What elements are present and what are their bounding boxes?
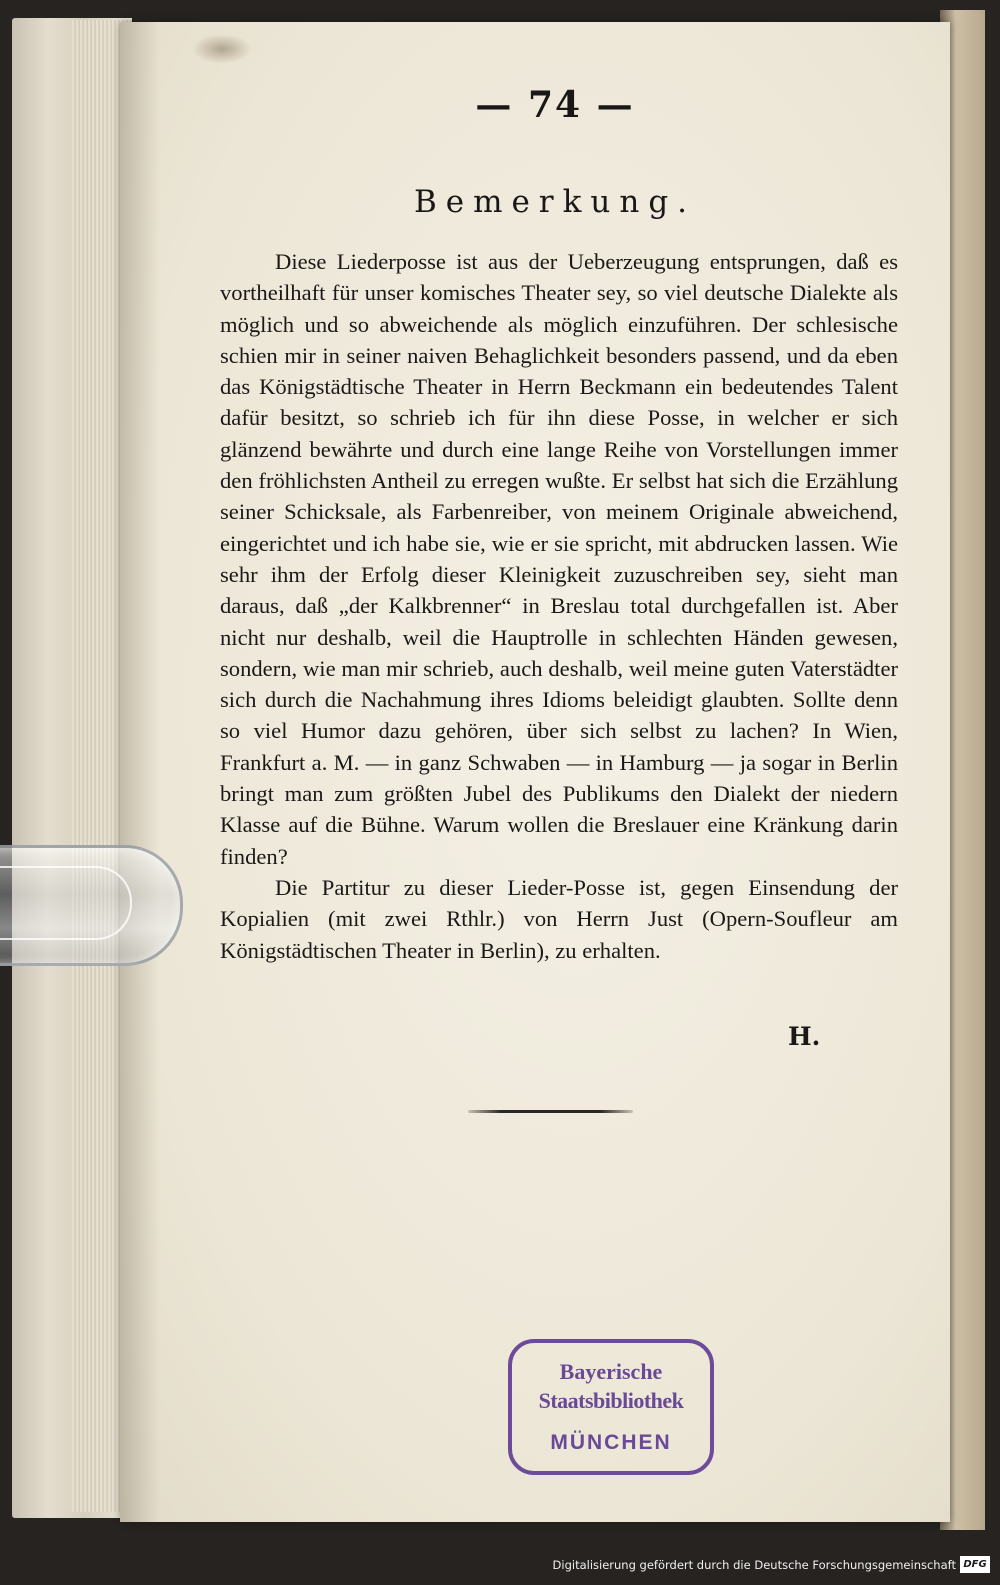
library-stamp (508, 1339, 714, 1475)
page-clip (0, 845, 183, 966)
paragraph: Die Partitur zu dieser Lieder-Posse ist, gegen Einsendung der Kopialien (mit zwei Rthlr.) von Herrn Just (Opern-Soufleur am Königstädtischen Theater in Berlin), zu erhalten. (220, 874, 898, 963)
ink-blot (192, 34, 252, 64)
end-rule (468, 1110, 633, 1113)
stamp-line: MÜNCHEN (550, 1431, 672, 1454)
body-text (220, 246, 898, 966)
stamp-line: Staatsbibliothek (538, 1388, 684, 1413)
paragraph: Diese Liederposse ist aus der Ueberzeugung entsprungen, daß es vortheilhaft für unser komisches Theater sey, so viel deutsche Dialekte als möglich und so abweichende als möglich einzuführen. Der schlesische schien mir in seiner naiven Behaglichkeit besonders passend, und da eben das Königstädtische Theater in Herrn Beckmann ein bedeutendes Talent dafür besitzt, so schrieb ich für ihn diese Posse, in welcher er sich glänzend bewährte und durch eine lange Reihe von Vorstellungen immer den fröhlichsten Antheil zu erregen wußte. Er selbst hat sich die Erzählung seiner Schicksale, als Farbenreiber, von meinem Originale abweichend, eingerichtet und ich habe sie, wie er sie spricht, mit abdrucken lassen. Wie sehr ihm der Erfolg dieser Kleinigkeit zuzuschreiben sey, sieht man daraus, daß „der Kalkbrenner“ in Breslau total durchgefallen ist. Aber nicht nur deshalb, weil die Hauptrolle in schlechten Händen gewesen, sondern, wie man mir schrieb, auch deshalb, weil meine guten Vaterstädter sich durch die Nachahmung ihres Idioms beleidigt glaubten. Sollte denn so viel Humor dazu gehören, über sich selbst zu lachen? In Wien, Frankfurt a. M. — in ganz Schwaben — in Hamburg — ja sogar in Berlin bringt man zum größten Jubel des Publikums den Dialekt der niedern Klasse auf die Bühne. Warum wollen die Breslauer eine Kränkung darin finden? (220, 249, 898, 869)
footer-credit: Digitalisierung gefördert durch die Deutsche Forschungsgemeinschaft (552, 1558, 956, 1572)
clip-highlight (0, 866, 132, 940)
page-number: — 74 — (475, 84, 635, 126)
dfg-logo: DFG (960, 1556, 990, 1573)
signature: H. (788, 1022, 821, 1051)
book-page (120, 22, 950, 1522)
section-heading: Bemerkung. (413, 184, 697, 220)
stamp-line: Bayerische (559, 1359, 663, 1384)
page-gutter-shadow (120, 22, 160, 1522)
